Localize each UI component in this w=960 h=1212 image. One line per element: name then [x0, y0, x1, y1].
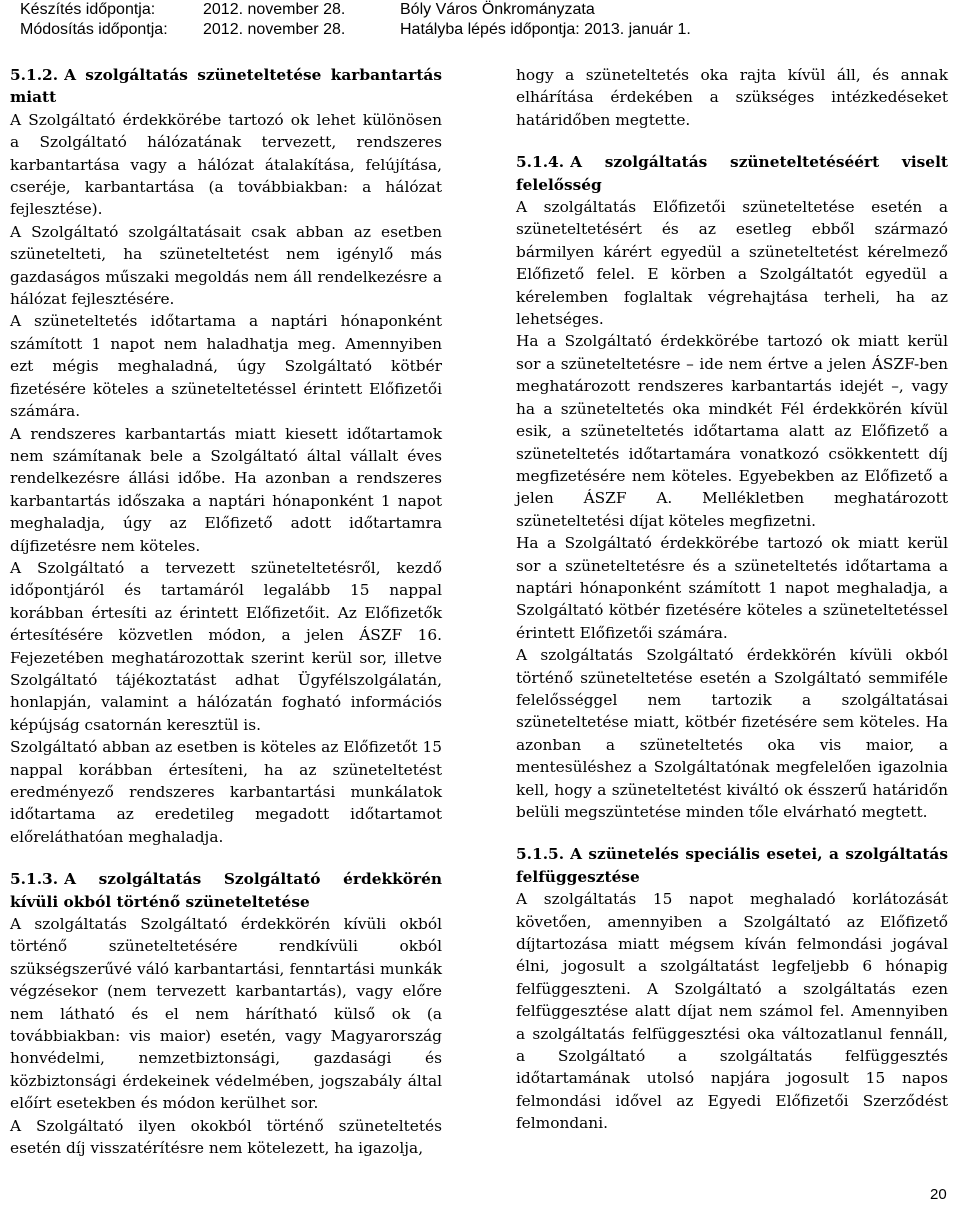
- effective-date: Hatályba lépés időpontja: 2013. január 1.: [400, 21, 691, 38]
- section-heading-5-1-4: [516, 151, 948, 196]
- paragraph: A Szolgáltató érdekkörébe tartozó ok lehet különösen a Szolgáltató hálózatának tervezett, rendszeres karbantartása vagy a hálózat átalakítása, felújítása, cseréje, karbantartása (a továbbiakban: a hálózat fejlesztése).: [10, 110, 442, 219]
- paragraph: Ha a Szolgáltató érdekkörébe tartozó ok miatt kerül sor a szüneteltetésre és a szüneteltetés időtartama a naptári hónaponként számított 1 napot meghaladja, a Szolgáltató kötbér fizetésére köteles a szüneteltetéssel érintett Előfizetői számára.: [516, 534, 948, 642]
- paragraph: Ha a Szolgáltató érdekkörébe tartozó ok miatt kerül sor a szüneteltetésre – ide nem értve a jelen ÁSZF-ben meghatározott rendszeres karbantartás idejét –, vagy ha a szüneteltetés oka mindkét Fél érdekkörén kívül esik, a szüneteltetés időtartama alatt az Előfizető a szüneteltetés időtartamára vonatkozó csökkentett díj megfizetésére nem köteles. Egyebekben az Előfizető a jelen ÁSZF A. Mellékletben meghatározott szüneteltetési díjat köteles megfizetni.: [516, 332, 948, 530]
- section-title: A szünetelés speciális esetei, a szolgáltatás felfüggesztése: [516, 845, 948, 886]
- header-row-modified: [20, 20, 940, 40]
- section-title: A szolgáltatás szüneteltetése karbantartás miatt: [10, 66, 442, 107]
- right-column: [516, 64, 948, 1135]
- header-row-created: [20, 0, 940, 20]
- section-number: 5.1.5.: [516, 845, 565, 864]
- paragraph: A szolgáltatás 15 napot meghaladó korlátozását követően, amennyiben a Szolgáltató az Előfizető díjtartozása miatt mégsem kíván felmondási jogával élni, jogosult a szolgáltatást legfeljebb 6 hónapig felfüggeszteni. A Szolgáltató a szolgáltatás ezen felfüggesztése alatt díjat nem számol fel. Amennyiben a szolgáltatás felfüggesztési oka változatlanul fennáll, a Szolgáltató a szolgáltatás felfüggesztés időtartamának utolsó napjára jogosult 15 napos felmondási idővel az Egyedi Előfizetői Szerződést felmondani.: [516, 890, 948, 1133]
- section-heading-5-1-5: [516, 843, 948, 888]
- paragraph: Szolgáltató abban az esetben is köteles az Előfizetőt 15 nappal korábban értesíteni, ha az szüneteltetést eredményező rendszeres karbantartási munkálatok időtartama az eredetileg megadott időtartamot előreláthatóan meghaladja.: [10, 738, 442, 846]
- paragraph: hogy a szüneteltetés oka rajta kívül áll, és annak elhárítása érdekében a szükséges intézkedéseket határidőben megtette.: [516, 66, 948, 129]
- paragraph: A szolgáltatás Előfizetői szüneteltetése esetén a szüneteltetésért és az esetleg ebből származó bármilyen kárért egyedül a szüneteltetést kérelmező Előfizető felel. E körben a Szolgáltatót egyedül a kérelemben foglaltak végrehajtása terheli, ha az lehetséges.: [516, 198, 948, 329]
- section-title: A szolgáltatás Szolgáltató érdekkörén kívüli okból történő szüneteltetése: [10, 870, 442, 911]
- section-number: 5.1.3.: [10, 870, 59, 889]
- section-title: A szolgáltatás szüneteltetéséért viselt felelősség: [516, 153, 948, 194]
- paragraph: A szolgáltatás Szolgáltató érdekkörén kívüli okból történő szüneteltetésére rendkívüli okból szükségszerűvé váló karbantartási, fenntartási munkák végzésekor (nem tervezett karbantartás), vagy előre nem látható és el nem hárítható külső ok (a továbbiakban: vis maior) esetén, vagy Magyarország honvédelmi, nemzetbiztonsági, gazdasági és közbiztonsági érdekeinek védelmében, jogszabály által előírt esetekben és módon kerülhet sor.: [10, 915, 442, 1113]
- left-column: [10, 64, 442, 1160]
- paragraph: A szüneteltetés időtartama a naptári hónaponként számított 1 napot nem haladhatja meg. Amennyiben ezt mégis meghaladná, úgy Szolgáltató kötbér fizetésére köteles a szüneteltetéssel érintett Előfizetői számára.: [10, 312, 442, 421]
- paragraph: A Szolgáltató ilyen okokból történő szüneteltetés esetén díj visszatérítésre nem kötelezett, ha igazolja,: [10, 1116, 442, 1158]
- section-number: 5.1.2.: [10, 66, 59, 84]
- section-number: 5.1.4.: [516, 153, 565, 172]
- modified-date: 2012. november 28.: [203, 21, 346, 38]
- created-date: 2012. november 28.: [203, 1, 346, 18]
- created-label: Készítés időpontja:: [20, 1, 156, 18]
- paragraph: A rendszeres karbantartás miatt kiesett időtartamok nem számítanak bele a Szolgáltató által vállalt éves rendelkezésre állási időbe. Ha azonban a rendszeres karbantartás időszaka a naptári hónaponként 1 napot meghaladja, úgy az Előfizető adott időtartamra díjfizetésre nem köteles.: [10, 424, 442, 555]
- issuer-name: Bóly Város Önkrományzata: [400, 1, 595, 18]
- modified-label: Módosítás időpontja:: [20, 21, 168, 38]
- section-heading-5-1-3: [10, 868, 442, 913]
- paragraph: A Szolgáltató a tervezett szüneteltetésről, kezdő időpontjáról és tartamáról legalább 15 nappal korábban értesíti az érintett Előfizetőit. Az Előfizetők értesítésére közvetlen módon, a jelen ÁSZF 16. Fejezetében meghatározottak szerint kerül sor, illetve Szolgáltató tájékoztatást adhat Ügyfélszolgálatán, honlapján, valamint a hálózatán fogható információs képújság csatornán keresztül is.: [10, 558, 442, 734]
- section-heading-5-1-2: [10, 64, 442, 109]
- paragraph: A szolgáltatás Szolgáltató érdekkörén kívüli okból történő szüneteltetése esetén a Szolgáltató semmiféle felelősséggel nem tartozik a szolgáltatásai szüneteltetése miatt, kötbér fizetésére sem köteles. Ha azonban a szüneteltetés oka vis maior, a mentesüléshez a Szolgáltatónak megfelelően igazolnia kell, hogy a szüneteltetést kiváltó ok ésszerű határidőn belüli megszüntetése minden tőle elvárható megtett.: [516, 646, 948, 821]
- page-number: 20: [930, 1186, 947, 1203]
- paragraph: A Szolgáltató szolgáltatásait csak abban az esetben szünetelteti, ha szüneteltetést nem igénylő más gazdaságos műszaki megoldás nem áll rendelkezésre a hálózat fejlesztésére.: [10, 222, 442, 309]
- document-header: [20, 0, 940, 44]
